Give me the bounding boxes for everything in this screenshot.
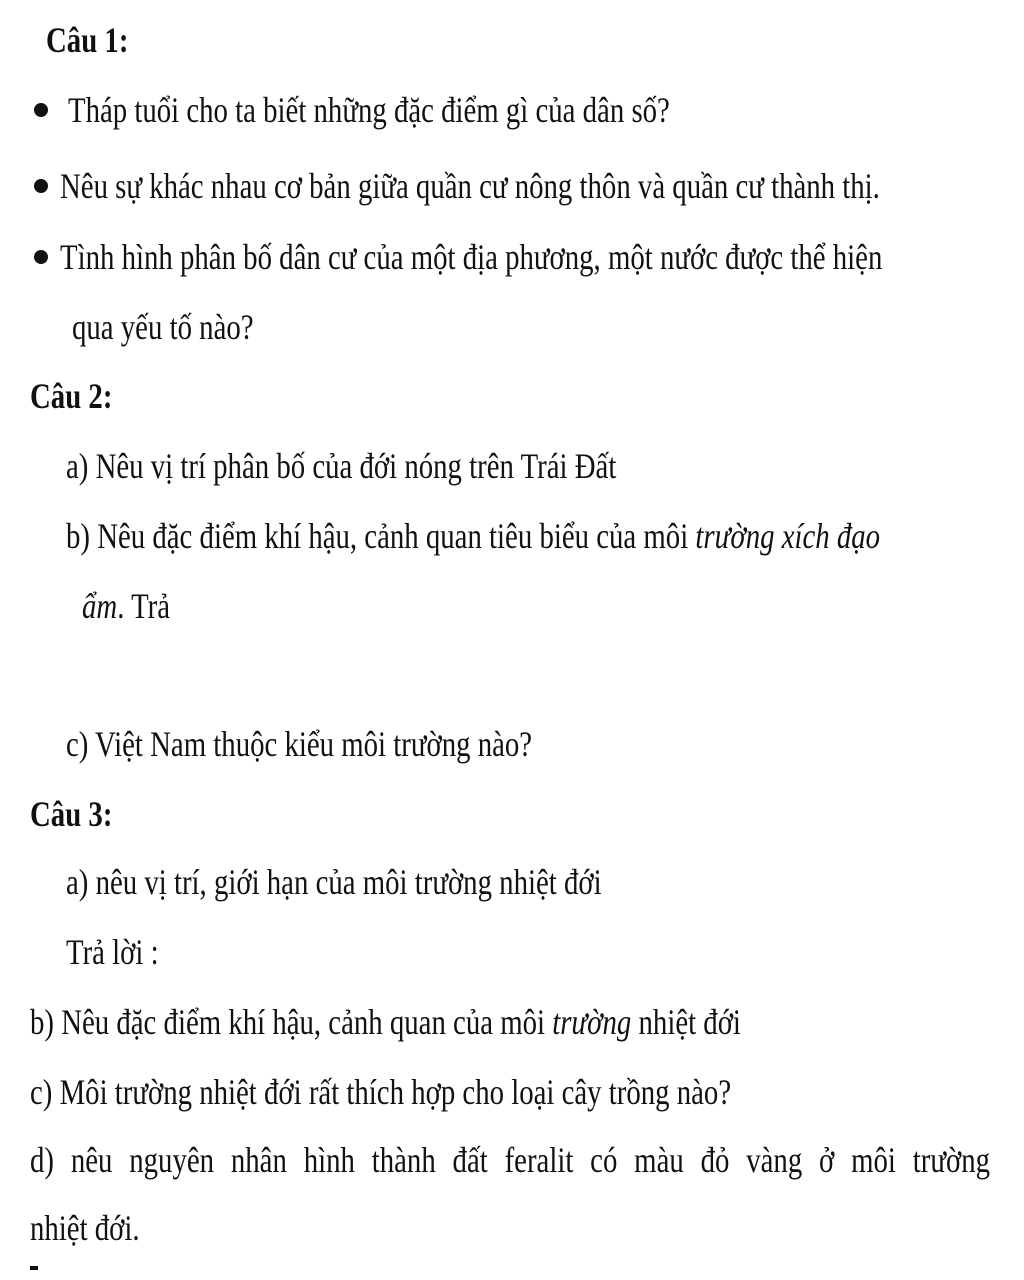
cau2-item-b-cont-italic: ẩm (82, 586, 118, 626)
cau3-heading: Câu 3: (30, 794, 113, 834)
cau3-item-b-text: b) Nêu đặc điểm khí hậu, cảnh quan của môi (30, 1002, 553, 1042)
cau3-item-c: c) Môi trường nhiệt đới rất thích hợp cho loại cây trồng nào? (30, 1072, 732, 1112)
cau1-bullet-3-cont: qua yếu tố nào? (72, 307, 254, 347)
bullet-icon (34, 179, 48, 193)
cau2-item-b-italic: trường xích đạo (695, 516, 881, 556)
cau3-item-d: d) nêu nguyên nhân hình thành đất feralit có màu đỏ vàng ở môi trường (30, 1140, 990, 1180)
cau3-item-b (30, 1000, 741, 1044)
cau2-item-c: c) Việt Nam thuộc kiểu môi trường nào? (66, 724, 533, 764)
cau1-bullet-1: Tháp tuổi cho ta biết những đặc điểm gì của dân số? (68, 90, 670, 130)
bullet-icon (34, 103, 48, 117)
cau2-heading: Câu 2: (30, 376, 113, 416)
cau3-item-b-italic: trường (552, 1002, 632, 1042)
cau2-item-b-text: b) Nêu đặc điểm khí hậu, cảnh quan tiêu biểu của môi (66, 516, 696, 556)
cau3-tra-loi: Trả lời : (66, 932, 159, 972)
cau3-item-b-text-2: nhiệt đới (631, 1002, 741, 1042)
cut-off-text-fragment (30, 1266, 38, 1270)
cau3-item-a: a) nêu vị trí, giới hạn của môi trường nhiệt đới (66, 862, 602, 902)
bullet-icon (34, 250, 48, 264)
cau2-item-a: a) Nêu vị trí phân bố của đới nóng trên Trái Đất (66, 446, 617, 486)
cau2-item-b (66, 514, 880, 558)
cau1-bullet-3: Tình hình phân bố dân cư của một địa phương, một nước được thể hiện (60, 237, 883, 277)
cau1-bullet-2: Nêu sự khác nhau cơ bản giữa quần cư nông thôn và quần cư thành thị. (60, 166, 880, 206)
cau1-heading: Câu 1: (46, 20, 129, 60)
cau2-item-b-cont (82, 584, 170, 628)
cau2-item-b-cont-text: . Trả (117, 586, 171, 626)
cau3-item-d-cont: nhiệt đới. (30, 1208, 140, 1248)
